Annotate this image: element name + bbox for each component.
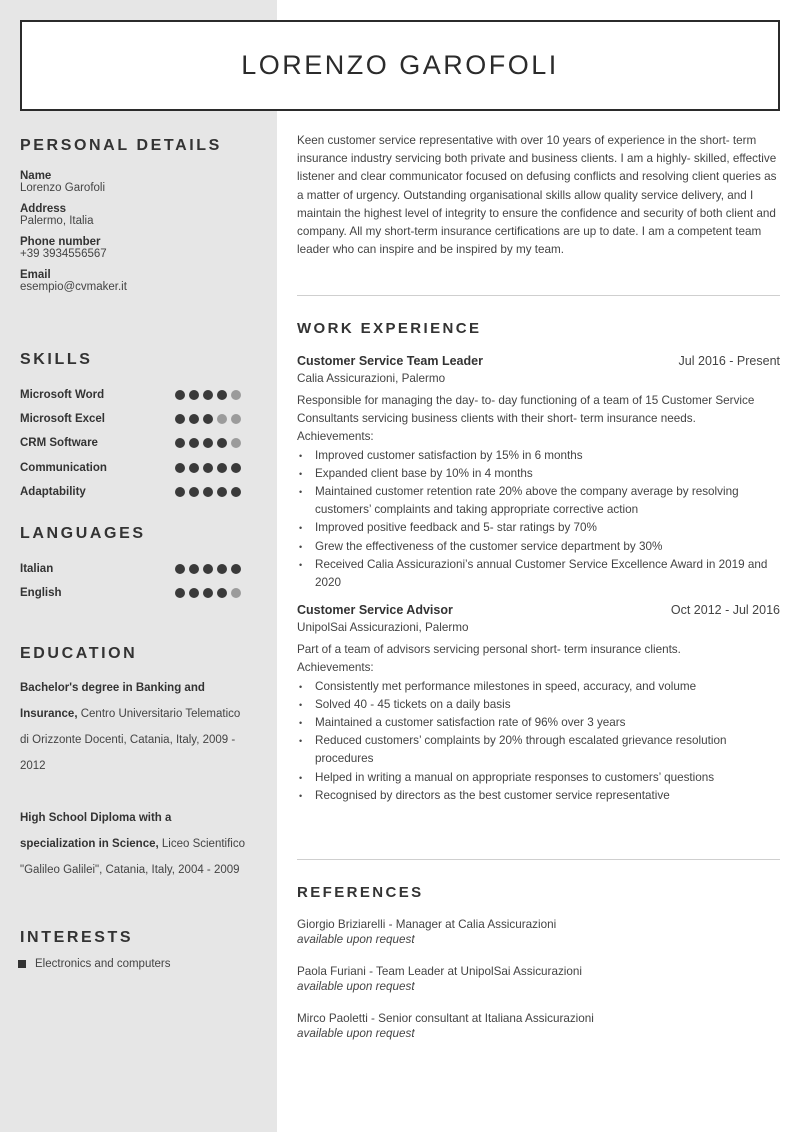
rating-dot-filled <box>203 438 213 448</box>
skill-rating <box>175 390 241 400</box>
rating-dot-filled <box>175 564 185 574</box>
reference-note: available upon request <box>297 1027 415 1040</box>
rating-dot-empty <box>217 414 227 424</box>
interests-section <box>20 929 250 970</box>
skills-section <box>20 351 250 504</box>
skill-rating <box>175 487 241 497</box>
achievement-item: • Improved customer satisfaction by 15% in 6 months <box>297 447 780 465</box>
rating-dot-filled <box>189 588 199 598</box>
achievement-item: • Received Calia Assicurazioni’s annual Customer Service Excellence Award in 2019 and 2020 <box>297 556 780 592</box>
rating-dot-empty <box>231 390 241 400</box>
achievement-item: • Helped in writing a manual on appropriate responses to customers’ questions <box>297 769 780 787</box>
interest-item <box>20 958 250 970</box>
achievements-list <box>297 678 780 805</box>
detail-label: Address <box>20 203 67 215</box>
rating-dot-filled <box>203 463 213 473</box>
rating-dot-filled <box>189 390 199 400</box>
rating-dot-filled <box>217 390 227 400</box>
skill-row <box>20 456 250 480</box>
divider <box>297 859 780 860</box>
skill-row <box>20 431 250 455</box>
education-degree: High School Diploma with a specialization in Science, <box>20 812 172 850</box>
rating-dot-filled <box>203 564 213 574</box>
rating-dot-filled <box>189 487 199 497</box>
reference-note: available upon request <box>297 933 415 946</box>
reference-entry <box>297 1012 780 1040</box>
rating-dot-filled <box>175 487 185 497</box>
square-bullet-icon <box>18 960 26 968</box>
rating-dot-filled <box>203 588 213 598</box>
job-company: Calia Assicurazioni, Palermo <box>297 372 446 385</box>
detail-value: Palermo, Italia <box>20 215 94 227</box>
section-title: PERSONAL DETAILS <box>20 137 222 154</box>
rating-dot-filled <box>203 487 213 497</box>
skill-rating <box>175 438 241 448</box>
interest-label: Electronics and computers <box>35 958 171 970</box>
skill-rating <box>175 463 241 473</box>
summary-text: Keen customer service representative with over 10 years of experience in the short- term insurance industry servicing both private and business clients. I am a highly- skilled, effective listener and clear communicator focused on defusing conflicts and resolving client queries as a matter of urgency. Outstanding organisational skills allow quality service delivery, and I maintain the highest level of integrity to ensure the confidence and security of both client and company. All my short-term insurance certifications are up to date. I am a competent team leader who can inspire and be inspired by my team. <box>297 134 777 257</box>
job-description-line: Part of a team of advisors servicing personal short- term insurance clients. <box>297 643 681 657</box>
reference-entry <box>297 918 780 946</box>
detail-label: Email <box>20 269 51 281</box>
skill-name: Communication <box>20 461 107 474</box>
reference-name: Mirco Paoletti - Senior consultant at Italiana Assicurazioni <box>297 1012 594 1025</box>
achievement-item: • Solved 40 - 45 tickets on a daily basis <box>297 696 780 714</box>
reference-name: Paola Furiani - Team Leader at UnipolSai Assicurazioni <box>297 965 582 978</box>
section-title: REFERENCES <box>297 884 424 901</box>
rating-dot-filled <box>189 438 199 448</box>
rating-dot-filled <box>217 463 227 473</box>
job-title: Customer Service Team Leader <box>297 354 483 368</box>
rating-dot-empty <box>231 438 241 448</box>
reference-name: Giorgio Briziarelli - Manager at Calia Assicurazioni <box>297 918 557 931</box>
achievement-item: • Consistently met performance milestones in speed, accuracy, and volume <box>297 678 780 696</box>
job-company: UnipolSai Assicurazioni, Palermo <box>297 621 469 635</box>
rating-dot-empty <box>231 414 241 424</box>
job-date: Oct 2012 - Jul 2016 <box>670 603 780 618</box>
rating-dot-filled <box>231 564 241 574</box>
detail-value: Lorenzo Garofoli <box>20 182 106 194</box>
job-entry <box>297 354 780 592</box>
detail-label: Phone number <box>20 236 101 248</box>
skill-row <box>20 480 250 504</box>
skill-name: Adaptability <box>20 485 86 498</box>
education-detail: Liceo Scientifico "Galileo Galilei", Catania, Italy, 2004 - 2009 <box>20 838 245 876</box>
rating-dot-filled <box>175 438 185 448</box>
job-description-line: Consultants servicing business clients with their short- term insurance needs. <box>297 412 696 426</box>
skill-rating <box>175 414 241 424</box>
skill-row <box>20 383 250 407</box>
language-row <box>20 557 250 581</box>
section-title: LANGUAGES <box>20 525 146 542</box>
rating-dot-filled <box>217 487 227 497</box>
education-entry <box>20 805 245 883</box>
section-title: EDUCATION <box>20 645 138 662</box>
skill-name: Microsoft Word <box>20 389 105 402</box>
name-header <box>20 20 780 111</box>
rating-dot-empty <box>231 588 241 598</box>
detail-label: Name <box>20 170 52 182</box>
rating-dot-filled <box>203 414 213 424</box>
rating-dot-filled <box>217 588 227 598</box>
rating-dot-filled <box>217 438 227 448</box>
work-experience-section <box>297 320 780 805</box>
rating-dot-filled <box>175 414 185 424</box>
languages-section <box>20 525 250 605</box>
achievement-item: • Improved positive feedback and 5- star ratings by 70% <box>297 519 780 537</box>
section-title: SKILLS <box>20 351 93 368</box>
achievement-item: • Grew the effectiveness of the customer service department by 30% <box>297 538 780 556</box>
language-row <box>20 581 250 605</box>
rating-dot-filled <box>189 564 199 574</box>
job-description-line: Responsible for managing the day- to- day functioning of a team of 15 Customer Service <box>297 394 755 407</box>
candidate-name: LORENZO GAROFOLI <box>241 50 559 80</box>
rating-dot-filled <box>231 463 241 473</box>
section-title: INTERESTS <box>20 929 134 946</box>
skill-row <box>20 407 250 431</box>
detail-value: esempio@cvmaker.it <box>20 281 127 293</box>
rating-dot-filled <box>175 463 185 473</box>
skill-name: Microsoft Excel <box>20 413 105 426</box>
job-description-line: Achievements: <box>297 430 374 444</box>
reference-note: available upon request <box>297 980 415 993</box>
education-entry <box>20 675 245 779</box>
achievement-item: • Expanded client base by 10% in 4 months <box>297 465 780 483</box>
section-title: WORK EXPERIENCE <box>297 320 482 337</box>
rating-dot-filled <box>203 390 213 400</box>
job-date: Jul 2016 - Present <box>678 354 780 368</box>
rating-dot-filled <box>175 390 185 400</box>
divider <box>297 295 780 296</box>
language-rating <box>175 588 241 598</box>
job-title: Customer Service Advisor <box>297 603 453 618</box>
achievement-item: • Maintained customer retention rate 20% above the company average by resolving customers’ complaints and taking appropriate corrective action <box>297 483 780 519</box>
rating-dot-filled <box>175 588 185 598</box>
rating-dot-filled <box>189 463 199 473</box>
language-rating <box>175 564 241 574</box>
achievement-item: • Reduced customers’ complaints by 20% through escalated grievance resolution procedures <box>297 732 780 768</box>
reference-entry <box>297 965 780 993</box>
rating-dot-filled <box>231 487 241 497</box>
references-section <box>297 884 780 1040</box>
education-detail: Centro Universitario Telematico di Orizzonte Docenti, Catania, Italy, 2009 - 2012 <box>20 708 241 772</box>
personal-details-section <box>20 137 250 302</box>
education-degree: Bachelor's degree in Banking and Insurance, <box>20 682 205 720</box>
language-name: English <box>20 587 62 600</box>
education-section <box>20 645 245 883</box>
rating-dot-filled <box>217 564 227 574</box>
detail-value: +39 3934556567 <box>20 248 107 260</box>
profile-summary <box>297 132 780 259</box>
achievement-item: • Recognised by directors as the best customer service representative <box>297 787 780 805</box>
rating-dot-filled <box>189 414 199 424</box>
job-entry <box>297 603 780 805</box>
skill-name: CRM Software <box>20 437 98 450</box>
language-name: Italian <box>20 563 54 576</box>
achievements-list <box>297 447 780 593</box>
job-description-line: Achievements: <box>297 661 374 675</box>
achievement-item: • Maintained a customer satisfaction rate of 96% over 3 years <box>297 714 780 732</box>
